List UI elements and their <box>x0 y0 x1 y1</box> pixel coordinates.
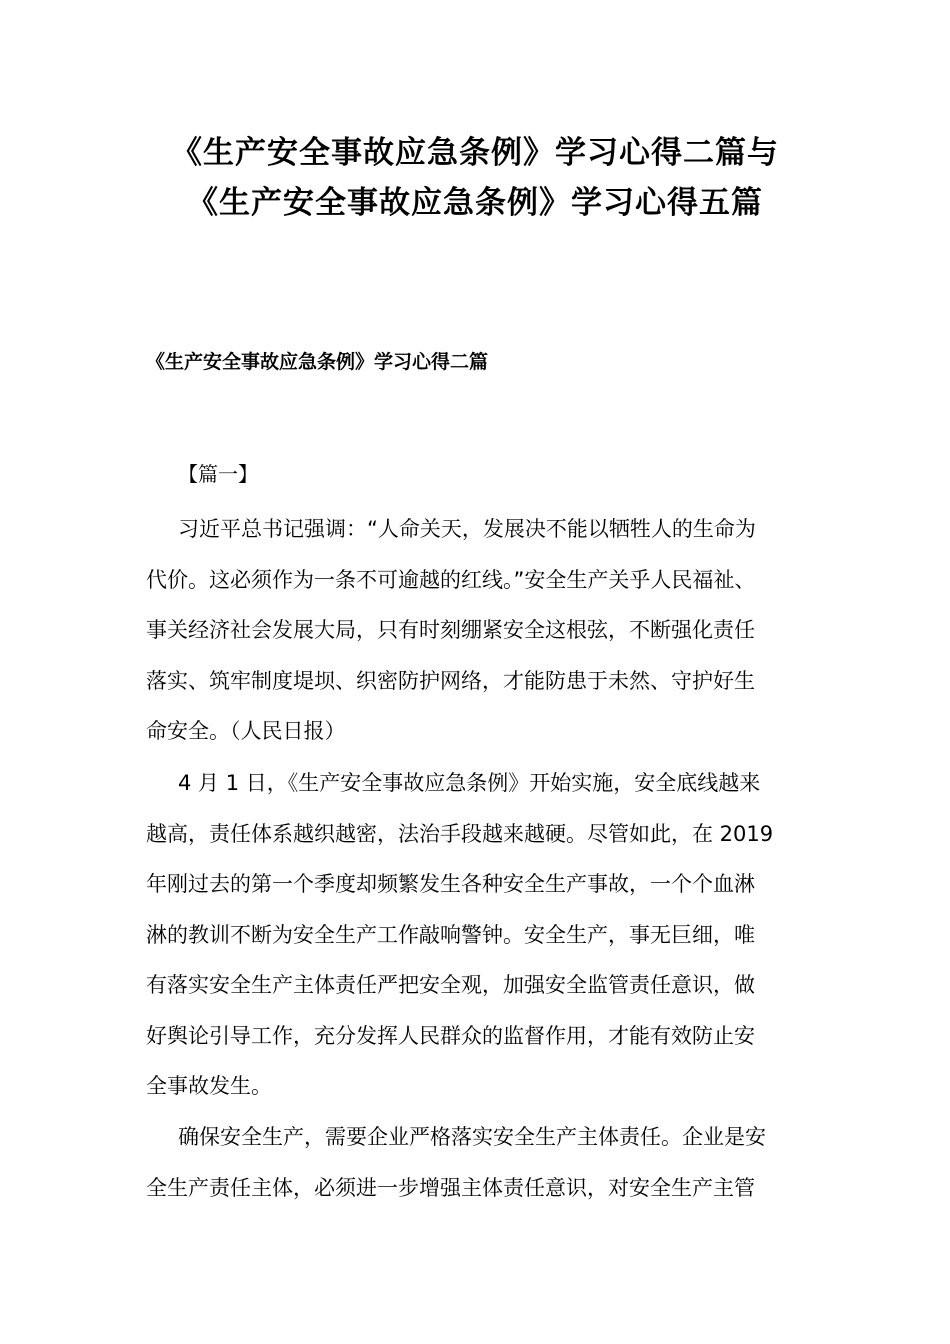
paragraph-line: 好舆论引导工作，充分发挥人民群众的监督作用，才能有效防止安 <box>146 1023 755 1048</box>
paragraph-line: 有落实安全生产主体责任严把安全观，加强安全监管责任意识，做 <box>146 973 755 997</box>
paragraph-line: 年刚过去的第一个季度却频繁发生各种安全生产事故，一个个血淋 <box>146 872 755 896</box>
paragraph-line: 落实、筑牢制度堤坝、织密防护网络，才能防患于未然、守护好生 <box>146 668 755 693</box>
document-title <box>60 128 890 228</box>
part-label: 【篇一】 <box>178 462 258 486</box>
paragraph-line: 4 月 1 日，《生产安全事故应急条例》开始实施，安全底线越来 <box>178 771 761 795</box>
paragraph-line: 淋的教训不断为安全生产工作敲响警钟。安全生产，事无巨细，唯 <box>146 922 755 947</box>
title-line-2: 《生产安全事故应急条例》学习心得五篇 <box>187 185 763 221</box>
paragraph-line: 事关经济社会发展大局，只有时刻绷紧安全这根弦，不断强化责任 <box>146 618 755 642</box>
paragraph-line: 命安全。（人民日报） <box>146 719 346 743</box>
paragraph-line: 全事故发生。 <box>146 1074 272 1098</box>
title-line-1: 《生产安全事故应急条例》学习心得二篇与 <box>171 135 779 171</box>
paragraph-line: 代价。这必须作为一条不可逾越的红线。”安全生产关乎人民福祉、 <box>146 567 756 592</box>
paragraph-3 <box>146 1112 806 1213</box>
paragraph-line: 确保安全生产，需要企业严格落实安全生产主体责任。企业是安 <box>178 1125 766 1149</box>
paragraph-line: 越高，责任体系越织越密，法治手段越来越硬。尽管如此，在 2019 <box>146 821 774 846</box>
paragraph-2 <box>146 758 806 1112</box>
paragraph-line: 全生产责任主体，必须进一步增强主体责任意识，对安全生产主管 <box>146 1175 755 1200</box>
section-heading: 《生产安全事故应急条例》学习心得二篇 <box>146 351 489 373</box>
paragraph-line: 习近平总书记强调：“人命关天，发展决不能以牺牲人的生命为 <box>178 517 756 541</box>
paragraph-1 <box>146 504 806 757</box>
